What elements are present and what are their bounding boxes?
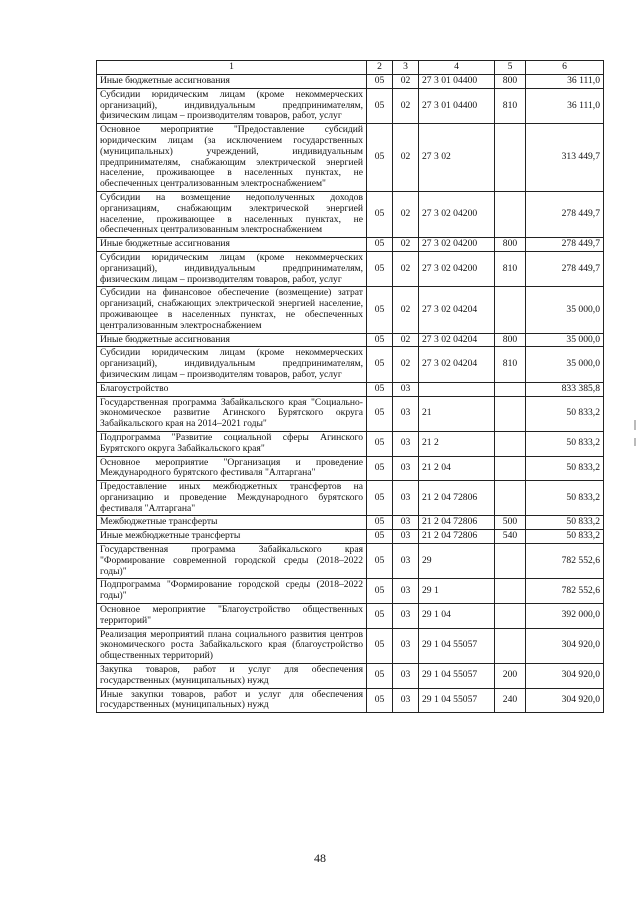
table-row bbox=[97, 431, 604, 456]
table-row bbox=[97, 75, 604, 89]
row-expense-type-cell: 540 bbox=[495, 530, 526, 544]
row-expense-type-cell bbox=[495, 604, 526, 629]
row-section-cell: 05 bbox=[367, 251, 393, 286]
row-section-cell: 05 bbox=[367, 75, 393, 89]
row-expense-type-cell bbox=[495, 481, 526, 516]
row-subsection-cell: 02 bbox=[393, 124, 419, 192]
scan-edge-mark bbox=[634, 438, 636, 446]
row-section-cell: 05 bbox=[367, 88, 393, 123]
row-name-cell: Подпрограмма "Формирование городской среды (2018–2022 годы)" bbox=[97, 579, 367, 604]
row-name-cell: Иные бюджетные ассигнования bbox=[97, 75, 367, 89]
row-target-article-cell: 21 2 bbox=[419, 431, 495, 456]
row-name-cell: Государственная программа Забайкальского края "Социально-экономическое развитие Агинского Бурятского округа Забайкальского края на 2014–2021 годы" bbox=[97, 396, 367, 431]
table-row bbox=[97, 544, 604, 579]
header-row bbox=[97, 61, 604, 75]
row-target-article-cell: 27 3 02 04200 bbox=[419, 251, 495, 286]
row-amount-cell: 278 449,7 bbox=[526, 238, 604, 252]
table-row bbox=[97, 604, 604, 629]
row-target-article-cell: 27 3 02 04200 bbox=[419, 191, 495, 237]
row-name-cell: Закупка товаров, работ и услуг для обеспечения государственных (муниципальных) нужд bbox=[97, 664, 367, 689]
row-amount-cell: 35 000,0 bbox=[526, 287, 604, 333]
row-target-article-cell: 21 2 04 72806 bbox=[419, 516, 495, 530]
row-amount-cell: 35 000,0 bbox=[526, 333, 604, 347]
row-name-cell: Субсидии юридическим лицам (кроме некоммерческих организаций), индивидуальным предпринимателям, физическим лицам – производителям товаров, работ, услуг bbox=[97, 88, 367, 123]
row-amount-cell: 50 833,2 bbox=[526, 516, 604, 530]
row-expense-type-cell: 500 bbox=[495, 516, 526, 530]
row-target-article-cell: 27 3 01 04400 bbox=[419, 88, 495, 123]
row-expense-type-cell bbox=[495, 579, 526, 604]
row-name-cell: Подпрограмма "Развитие социальной сферы Агинского Бурятского округа Забайкальского края" bbox=[97, 431, 367, 456]
row-section-cell: 05 bbox=[367, 628, 393, 663]
row-name-cell: Субсидии на возмещение недополученных доходов организациям, снабжающим электрической энергией население, проживающее в населенных пунктах, не обеспеченных централизованным электроснабжением bbox=[97, 191, 367, 237]
row-amount-cell: 833 385,8 bbox=[526, 382, 604, 396]
table-row bbox=[97, 251, 604, 286]
row-subsection-cell: 03 bbox=[393, 664, 419, 689]
page-number: 48 bbox=[314, 851, 326, 865]
row-expense-type-cell: 200 bbox=[495, 664, 526, 689]
table-row bbox=[97, 124, 604, 192]
row-target-article-cell: 27 3 01 04400 bbox=[419, 75, 495, 89]
row-name-cell: Предоставление иных межбюджетных трансфертов на организацию и проведение Международного бурятского фестиваля "Алтаргана" bbox=[97, 481, 367, 516]
row-target-article-cell: 21 2 04 72806 bbox=[419, 481, 495, 516]
row-subsection-cell: 02 bbox=[393, 333, 419, 347]
scan-edge-mark bbox=[634, 420, 636, 430]
row-subsection-cell: 03 bbox=[393, 628, 419, 663]
row-expense-type-cell: 810 bbox=[495, 251, 526, 286]
row-subsection-cell: 02 bbox=[393, 88, 419, 123]
table-row bbox=[97, 456, 604, 481]
row-target-article-cell: 21 2 04 72806 bbox=[419, 530, 495, 544]
row-subsection-cell: 03 bbox=[393, 396, 419, 431]
row-name-cell: Иные бюджетные ассигнования bbox=[97, 333, 367, 347]
row-expense-type-cell bbox=[495, 456, 526, 481]
row-section-cell: 05 bbox=[367, 516, 393, 530]
row-amount-cell: 392 000,0 bbox=[526, 604, 604, 629]
row-expense-type-cell bbox=[495, 431, 526, 456]
row-section-cell: 05 bbox=[367, 664, 393, 689]
row-name-cell: Реализация мероприятий плана социального развития центров экономического роста Забайкальского края (благоустройство общественных территорий) bbox=[97, 628, 367, 663]
row-expense-type-cell: 800 bbox=[495, 333, 526, 347]
table-row bbox=[97, 530, 604, 544]
row-subsection-cell: 03 bbox=[393, 382, 419, 396]
row-section-cell: 05 bbox=[367, 124, 393, 192]
row-target-article-cell: 27 3 02 04204 bbox=[419, 287, 495, 333]
row-target-article-cell: 29 1 bbox=[419, 579, 495, 604]
row-section-cell: 05 bbox=[367, 287, 393, 333]
row-amount-cell: 50 833,2 bbox=[526, 396, 604, 431]
table-row bbox=[97, 396, 604, 431]
row-section-cell: 05 bbox=[367, 530, 393, 544]
row-subsection-cell: 02 bbox=[393, 251, 419, 286]
table-row bbox=[97, 481, 604, 516]
row-expense-type-cell bbox=[495, 191, 526, 237]
row-section-cell: 05 bbox=[367, 382, 393, 396]
row-name-cell: Иные межбюджетные трансферты bbox=[97, 530, 367, 544]
row-subsection-cell: 03 bbox=[393, 456, 419, 481]
row-section-cell: 05 bbox=[367, 238, 393, 252]
row-expense-type-cell bbox=[495, 124, 526, 192]
table-row bbox=[97, 664, 604, 689]
row-name-cell: Субсидии юридическим лицам (кроме некоммерческих организаций), индивидуальным предпринимателям, физическим лицам – производителям товаров, работ, услуг bbox=[97, 251, 367, 286]
row-subsection-cell: 03 bbox=[393, 579, 419, 604]
row-section-cell: 05 bbox=[367, 191, 393, 237]
row-expense-type-cell bbox=[495, 396, 526, 431]
row-subsection-cell: 02 bbox=[393, 75, 419, 89]
row-subsection-cell: 03 bbox=[393, 688, 419, 713]
row-amount-cell: 304 920,0 bbox=[526, 664, 604, 689]
col-header-section: 2 bbox=[367, 61, 393, 75]
row-section-cell: 05 bbox=[367, 604, 393, 629]
table-row bbox=[97, 333, 604, 347]
row-section-cell: 05 bbox=[367, 544, 393, 579]
row-expense-type-cell: 810 bbox=[495, 88, 526, 123]
table-row bbox=[97, 579, 604, 604]
row-section-cell: 05 bbox=[367, 431, 393, 456]
col-header-target-article: 4 bbox=[419, 61, 495, 75]
table-row bbox=[97, 88, 604, 123]
row-target-article-cell: 29 1 04 55057 bbox=[419, 688, 495, 713]
col-header-subsection: 3 bbox=[393, 61, 419, 75]
row-subsection-cell: 02 bbox=[393, 347, 419, 382]
row-expense-type-cell: 810 bbox=[495, 347, 526, 382]
row-section-cell: 05 bbox=[367, 688, 393, 713]
row-amount-cell: 36 111,0 bbox=[526, 75, 604, 89]
row-name-cell: Основное мероприятие "Благоустройство общественных территорий" bbox=[97, 604, 367, 629]
row-name-cell: Субсидии на финансовое обеспечение (возмещение) затрат организаций, снабжающих электрической энергией население, проживающее в населенных пунктах, не обеспеченных централизованным электроснабжением bbox=[97, 287, 367, 333]
table-row bbox=[97, 628, 604, 663]
table-row bbox=[97, 287, 604, 333]
row-amount-cell: 278 449,7 bbox=[526, 251, 604, 286]
row-section-cell: 05 bbox=[367, 347, 393, 382]
row-subsection-cell: 03 bbox=[393, 604, 419, 629]
row-target-article-cell: 27 3 02 04200 bbox=[419, 238, 495, 252]
row-amount-cell: 50 833,2 bbox=[526, 431, 604, 456]
row-name-cell: Иные закупки товаров, работ и услуг для обеспечения государственных (муниципальных) нужд bbox=[97, 688, 367, 713]
row-name-cell: Основное мероприятие "Организация и проведение Международного бурятского фестиваля "Алтаргана" bbox=[97, 456, 367, 481]
row-amount-cell: 304 920,0 bbox=[526, 628, 604, 663]
col-header-name: 1 bbox=[97, 61, 367, 75]
table-row bbox=[97, 238, 604, 252]
table-row bbox=[97, 688, 604, 713]
row-amount-cell: 782 552,6 bbox=[526, 579, 604, 604]
row-expense-type-cell bbox=[495, 287, 526, 333]
row-target-article-cell: 27 3 02 bbox=[419, 124, 495, 192]
row-name-cell: Благоустройство bbox=[97, 382, 367, 396]
row-subsection-cell: 02 bbox=[393, 191, 419, 237]
row-subsection-cell: 03 bbox=[393, 481, 419, 516]
row-target-article-cell: 29 1 04 55057 bbox=[419, 664, 495, 689]
table-row bbox=[97, 191, 604, 237]
row-target-article-cell: 21 bbox=[419, 396, 495, 431]
row-amount-cell: 35 000,0 bbox=[526, 347, 604, 382]
row-section-cell: 05 bbox=[367, 396, 393, 431]
row-amount-cell: 50 833,2 bbox=[526, 530, 604, 544]
row-amount-cell: 50 833,2 bbox=[526, 481, 604, 516]
row-subsection-cell: 03 bbox=[393, 431, 419, 456]
row-target-article-cell: 29 1 04 55057 bbox=[419, 628, 495, 663]
row-target-article-cell: 29 bbox=[419, 544, 495, 579]
row-amount-cell: 782 552,6 bbox=[526, 544, 604, 579]
table-row bbox=[97, 516, 604, 530]
row-target-article-cell: 21 2 04 bbox=[419, 456, 495, 481]
table-row bbox=[97, 382, 604, 396]
row-name-cell: Иные бюджетные ассигнования bbox=[97, 238, 367, 252]
row-section-cell: 05 bbox=[367, 579, 393, 604]
row-subsection-cell: 03 bbox=[393, 530, 419, 544]
row-target-article-cell: 29 1 04 bbox=[419, 604, 495, 629]
row-amount-cell: 278 449,7 bbox=[526, 191, 604, 237]
row-amount-cell: 50 833,2 bbox=[526, 456, 604, 481]
row-amount-cell: 304 920,0 bbox=[526, 688, 604, 713]
row-expense-type-cell: 800 bbox=[495, 238, 526, 252]
row-target-article-cell: 27 3 02 04204 bbox=[419, 333, 495, 347]
col-header-amount: 6 bbox=[526, 61, 604, 75]
row-subsection-cell: 03 bbox=[393, 516, 419, 530]
row-section-cell: 05 bbox=[367, 456, 393, 481]
row-name-cell: Межбюджетные трансферты bbox=[97, 516, 367, 530]
row-expense-type-cell: 240 bbox=[495, 688, 526, 713]
row-target-article-cell: 27 3 02 04204 bbox=[419, 347, 495, 382]
row-expense-type-cell bbox=[495, 382, 526, 396]
budget-table bbox=[96, 60, 604, 713]
row-name-cell: Государственная программа Забайкальского края "Формирование современной городской среды (2018–2022 годы)" bbox=[97, 544, 367, 579]
row-name-cell: Субсидии юридическим лицам (кроме некоммерческих организаций), индивидуальным предпринимателям, физическим лицам – производителям товаров, работ, услуг bbox=[97, 347, 367, 382]
row-amount-cell: 313 449,7 bbox=[526, 124, 604, 192]
row-target-article-cell bbox=[419, 382, 495, 396]
row-name-cell: Основное мероприятие "Предоставление субсидий юридическим лицам (за исключением государственных (муниципальных) учреждений, индивидуальным предпринимателям, снабжающим электрической энергией население, проживающее в населенных пунктах, не обеспеченных централизованным электроснабжением" bbox=[97, 124, 367, 192]
row-section-cell: 05 bbox=[367, 333, 393, 347]
row-subsection-cell: 02 bbox=[393, 287, 419, 333]
row-section-cell: 05 bbox=[367, 481, 393, 516]
row-expense-type-cell bbox=[495, 628, 526, 663]
row-subsection-cell: 03 bbox=[393, 544, 419, 579]
row-expense-type-cell bbox=[495, 544, 526, 579]
table-row bbox=[97, 347, 604, 382]
row-amount-cell: 36 111,0 bbox=[526, 88, 604, 123]
row-subsection-cell: 02 bbox=[393, 238, 419, 252]
col-header-expense-type: 5 bbox=[495, 61, 526, 75]
row-expense-type-cell: 800 bbox=[495, 75, 526, 89]
